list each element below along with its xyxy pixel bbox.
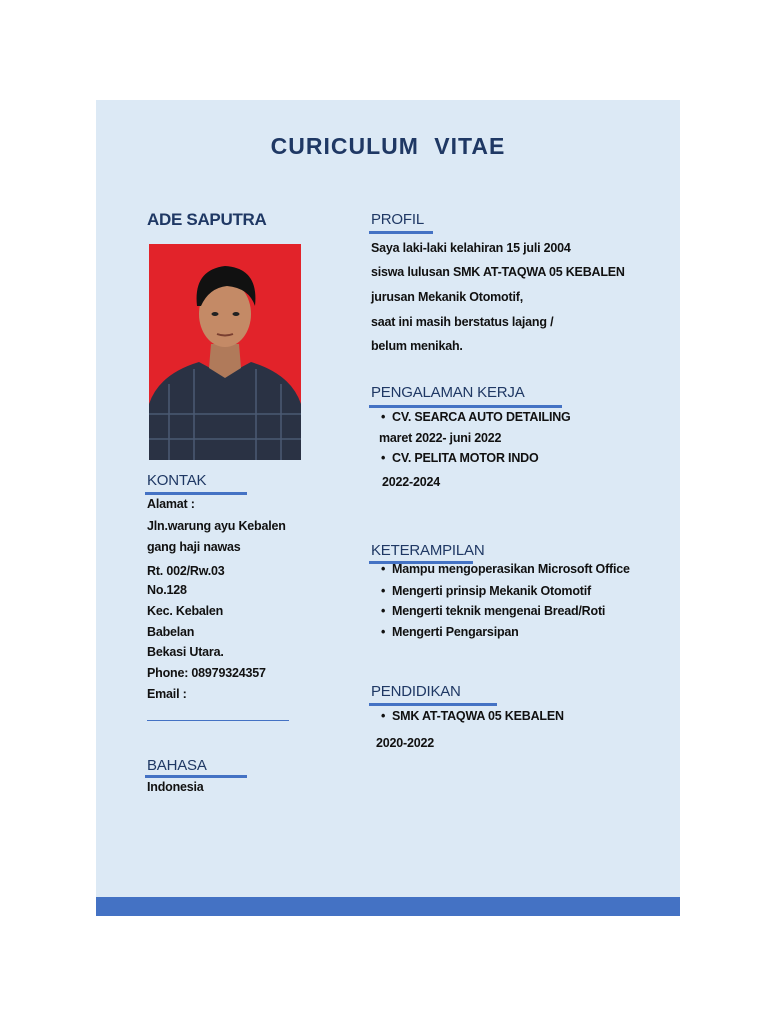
footer-bar: [96, 897, 680, 916]
profile-line: jurusan Mekanik Otomotif,: [371, 290, 523, 304]
contact-line: No.128: [147, 583, 187, 597]
profile-line: Saya laki-laki kelahiran 15 juli 2004: [371, 241, 571, 255]
section-divider: [369, 703, 497, 706]
section-title-bahasa: BAHASA: [147, 757, 207, 774]
skill-item: • Mampu mengoperasikan Microsoft Office: [392, 563, 630, 576]
contact-email: Email :: [147, 687, 187, 701]
section-divider: [145, 492, 247, 495]
contact-line: gang haji nawas: [147, 540, 241, 554]
contact-phone: Phone: 08979324357: [147, 666, 266, 680]
person-portrait-icon: [149, 244, 301, 460]
contact-line: Jln.warung ayu Kebalen: [147, 519, 286, 533]
experience-company: • CV. SEARCA AUTO DETAILING: [392, 411, 571, 424]
experience-company: • CV. PELITA MOTOR INDO: [392, 452, 539, 465]
contact-line: Bekasi Utara.: [147, 645, 224, 659]
profile-line: siswa lulusan SMK AT-TAQWA 05 KEBALEN: [371, 265, 625, 279]
education-period: 2020-2022: [376, 736, 434, 750]
person-name: ADE SAPUTRA: [147, 210, 267, 229]
section-title-pendidikan: PENDIDIKAN: [371, 683, 461, 700]
contact-line: Kec. Kebalen: [147, 604, 224, 618]
education-school: • SMK AT-TAQWA 05 KEBALEN: [392, 710, 564, 723]
contact-line: Babelan: [147, 625, 195, 639]
section-title-kontak: KONTAK: [147, 472, 207, 489]
language-item: Indonesia: [147, 780, 204, 794]
contact-line: Rt. 002/Rw.03: [147, 564, 225, 578]
profile-line: saat ini masih berstatus lajang /: [371, 315, 554, 329]
section-divider: [369, 231, 433, 234]
section-divider: [145, 775, 247, 778]
section-title-keterampilan: KETERAMPILAN: [371, 542, 485, 559]
skill-item: • Mengerti teknik mengenai Bread/Roti: [392, 605, 605, 618]
section-title-profil: PROFIL: [371, 211, 424, 228]
section-divider: [369, 405, 562, 408]
profile-line: belum menikah.: [371, 339, 463, 353]
profile-photo: [149, 244, 301, 460]
cv-page: [96, 100, 680, 916]
experience-period: 2022-2024: [382, 475, 440, 489]
section-title-pengalaman: PENGALAMAN KERJA: [371, 384, 525, 401]
skill-item: • Mengerti prinsip Mekanik Otomotif: [392, 585, 591, 598]
email-underline: [147, 720, 289, 721]
experience-period: maret 2022- juni 2022: [379, 431, 502, 445]
contact-line: Alamat :: [147, 497, 195, 511]
document-title: CURICULUM VITAE: [270, 133, 506, 159]
skill-item: • Mengerti Pengarsipan: [392, 626, 519, 639]
